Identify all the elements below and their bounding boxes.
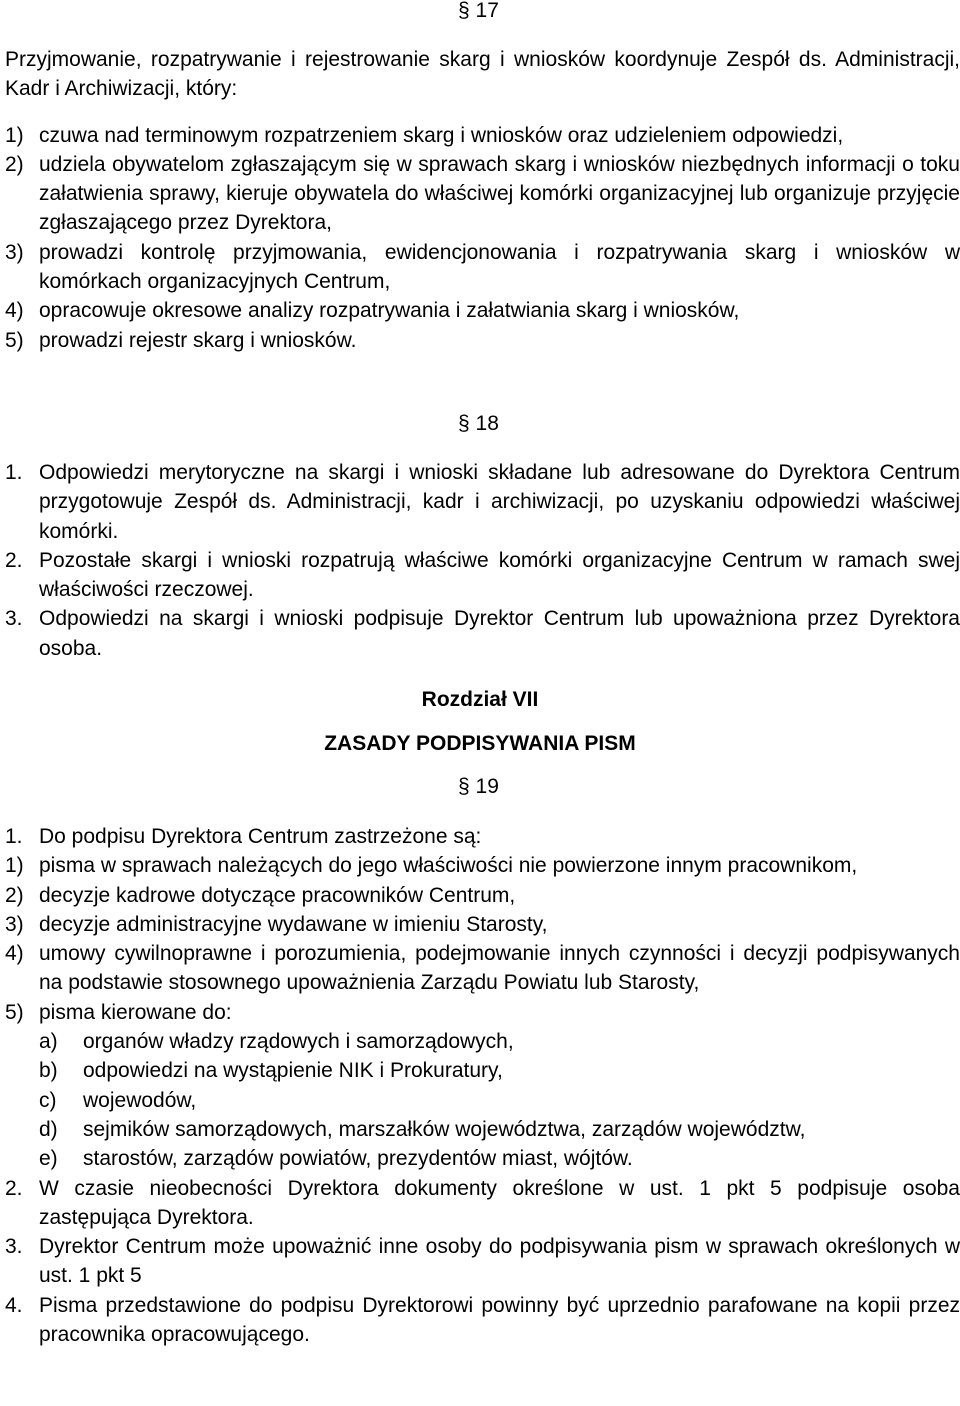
item-text: Pisma przedstawione do podpisu Dyrektorowi powinny być uprzednio parafowane na kopii przez pracownika opracowującego. — [39, 1293, 960, 1347]
list-item — [5, 998, 960, 1027]
item-letter: d) — [39, 1117, 58, 1141]
list-item — [5, 1232, 960, 1291]
list-item — [5, 238, 960, 297]
item-text: odpowiedzi na wystąpienie NIK i Prokuratury, — [83, 1059, 503, 1083]
item-text: pisma kierowane do: — [39, 1000, 232, 1024]
item-text: opracowuje okresowe analizy rozpatrywania i załatwiania skarg i wniosków, — [39, 299, 740, 323]
item-text: W czasie nieobecności Dyrektora dokumenty określone w ust. 1 pkt 5 podpisuje osoba zastępująca Dyrektora. — [39, 1176, 960, 1229]
sub-list-item — [5, 1144, 960, 1173]
list-item — [5, 822, 960, 851]
item-number: 3. — [5, 1235, 23, 1259]
item-text: Dyrektor Centrum może upoważnić inne osoby do podpisywania pism w sprawach określonych w ust. 1 pkt 5 — [39, 1235, 960, 1288]
item-text: umowy cywilnoprawne i porozumienia, podejmowanie innych czynności i decyzji podpisywanych na podstawie stosownego upoważnienia Zarządu Powiatu lub Starosty, — [39, 942, 960, 995]
list-item — [5, 150, 960, 238]
item-letter: c) — [39, 1088, 57, 1112]
list-item — [5, 939, 960, 998]
item-number: 3) — [5, 912, 24, 936]
chapter-title: ZASADY PODPISYWANIA PISM — [324, 732, 636, 755]
item-number: 3. — [5, 607, 23, 631]
item-text: Pozostałe skargi i wnioski rozpatrują właściwe komórki organizacyjne Centrum w ramach swej właściwości rzeczowej. — [39, 548, 960, 602]
item-text: organów władzy rządowych i samorządowych, — [83, 1030, 514, 1054]
list-item — [5, 881, 960, 910]
item-text: Odpowiedzi merytoryczne na skargi i wnioski składane lub adresowane do Dyrektora Centrum przygotowuje Zespół ds. Administracji, kadr i archiwizacji, po uzyskaniu odpowiedzi właściwej komórki. — [39, 461, 960, 543]
item-number: 1. — [5, 825, 23, 848]
sub-list-item — [5, 1056, 960, 1085]
item-text: decyzje kadrowe dotyczące pracowników Centrum, — [39, 883, 516, 907]
item-number: 1) — [5, 123, 24, 147]
item-text: prowadzi rejestr skarg i wniosków. — [39, 328, 357, 352]
item-number: 2) — [5, 152, 24, 176]
item-text: Do podpisu Dyrektora Centrum zastrzeżone są: — [39, 825, 482, 848]
section-18-body — [5, 458, 960, 663]
list-item — [5, 546, 960, 605]
sub-list-item — [5, 1086, 960, 1115]
item-number: 2. — [5, 1176, 23, 1200]
sub-list-item — [5, 1027, 960, 1056]
list-item — [5, 458, 960, 546]
list-item — [5, 121, 960, 150]
chapter-number: Rozdział VII — [421, 688, 539, 711]
item-number: 2. — [5, 548, 23, 572]
item-number: 4. — [5, 1293, 23, 1317]
section-19-heading: § 19 — [458, 775, 499, 798]
item-text: udziela obywatelom zgłaszającym się w sprawach skarg i wniosków niezbędnych informacji o toku załatwienia sprawy, kieruje obywatela do właściwej komórki organizacyjnej lub organizuje przyjęcie zgłaszającego przez Dyrektora, — [39, 152, 960, 235]
item-text: pisma w sprawach należących do jego właściwości nie powierzone innym pracownikom, — [39, 854, 858, 878]
list-item — [5, 296, 960, 325]
list-item — [5, 1291, 960, 1350]
item-number: 5) — [5, 1000, 24, 1024]
list-item — [5, 604, 960, 663]
list-item — [5, 326, 960, 355]
item-text: decyzje administracyjne wydawane w imieniu Starosty, — [39, 912, 548, 936]
section-17-body — [5, 45, 960, 355]
list-item — [5, 1174, 960, 1233]
sub-list-item — [5, 1115, 960, 1144]
section-18-heading: § 18 — [458, 412, 499, 435]
item-number: 1) — [5, 854, 24, 878]
item-text: starostów, zarządów powiatów, prezydentów miast, wójtów. — [83, 1147, 633, 1171]
item-text: wojewodów, — [83, 1088, 197, 1112]
list-item — [5, 851, 960, 880]
item-letter: a) — [39, 1030, 58, 1054]
item-number: 2) — [5, 883, 24, 907]
item-number: 1. — [5, 461, 23, 484]
item-number: 5) — [5, 328, 24, 352]
item-number: 4) — [5, 299, 24, 323]
item-number: 4) — [5, 942, 24, 966]
item-text: prowadzi kontrolę przyjmowania, ewidencjonowania i rozpatrywania skarg i wniosków w komórkach organizacyjnych Centrum, — [39, 240, 960, 294]
item-letter: b) — [39, 1059, 58, 1083]
list-item — [5, 910, 960, 939]
item-number: 3) — [5, 240, 24, 264]
item-letter: e) — [39, 1147, 58, 1171]
item-text: sejmików samorządowych, marszałków województwa, zarządów województw, — [83, 1117, 806, 1141]
item-text: Odpowiedzi na skargi i wnioski podpisuje Dyrektor Centrum lub upoważniona przez Dyrektora osoba. — [39, 607, 960, 660]
section-17-heading: § 17 — [458, 0, 499, 22]
section-17-intro: Przyjmowanie, rozpatrywanie i rejestrowanie skarg i wniosków koordynuje Zespół ds. Administracji, Kadr i Archiwizacji, który: — [5, 48, 960, 101]
item-text: czuwa nad terminowym rozpatrzeniem skarg i wniosków oraz udzieleniem odpowiedzi, — [39, 123, 844, 147]
section-19-body — [5, 822, 960, 1349]
